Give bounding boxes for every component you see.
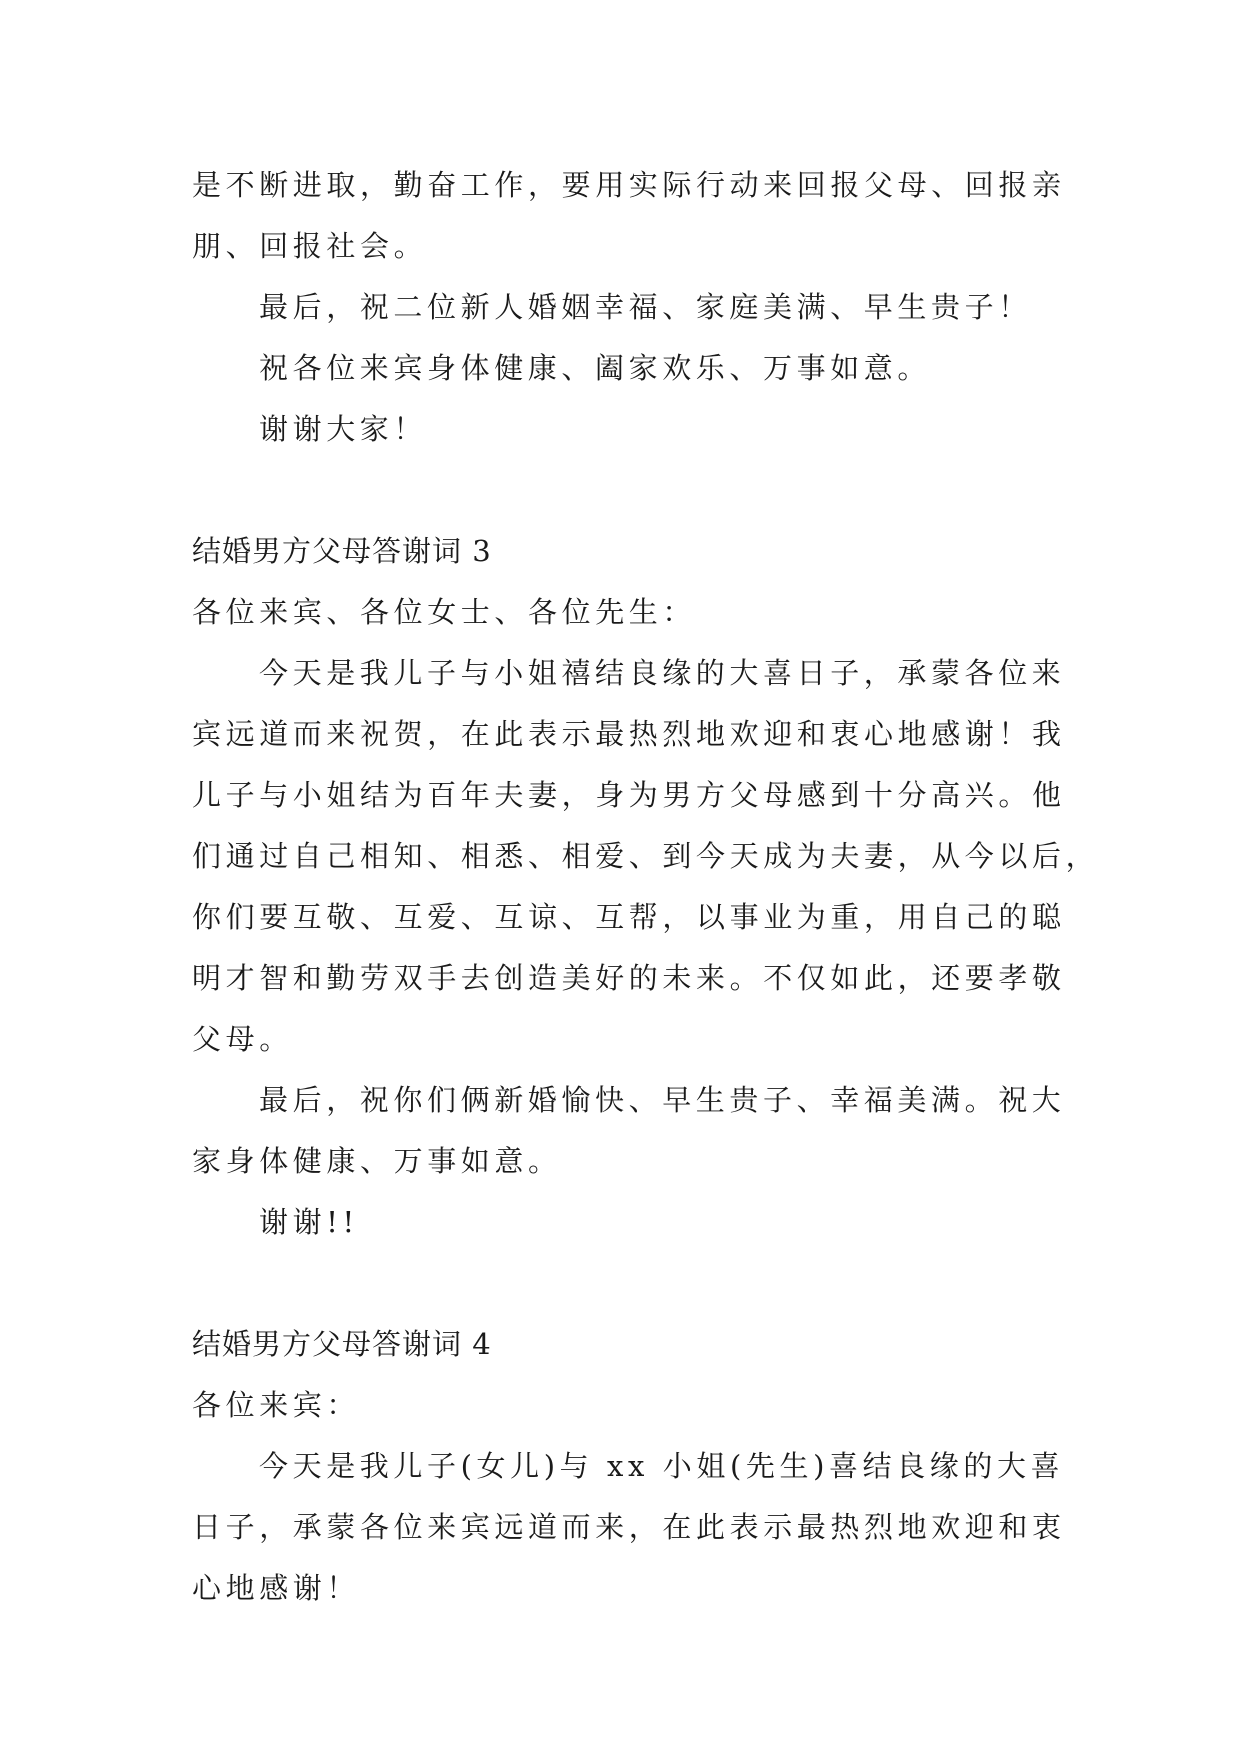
paragraph-line: 明才智和勤劳双手去创造美好的未来。不仅如此，还要孝敬	[192, 961, 1066, 995]
paragraph-line: 祝各位来宾身体健康、阖家欢乐、万事如意。	[259, 351, 932, 385]
paragraph-line: 宾远道而来祝贺，在此表示最热烈地欢迎和衷心地感谢！我	[192, 717, 1066, 751]
paragraph-line: 朋、回报社会。	[192, 229, 428, 263]
paragraph-line: 今天是我儿子与小姐禧结良缘的大喜日子，承蒙各位来	[259, 656, 1066, 690]
salutation: 各位来宾、各位女士、各位先生：	[192, 595, 697, 629]
paragraph-line: 谢谢大家！	[259, 412, 428, 446]
paragraph-line: 今天是我儿子(女儿)与 xx 小姐(先生)喜结良缘的大喜	[259, 1449, 1065, 1483]
salutation: 各位来宾：	[192, 1388, 361, 1422]
paragraph-line: 最后，祝二位新人婚姻幸福、家庭美满、早生贵子！	[259, 290, 1032, 324]
paragraph-line: 们通过自己相知、相悉、相爱、到今天成为夫妻，从今以后，	[192, 839, 1100, 873]
section-title: 结婚男方父母答谢词 4	[192, 1327, 492, 1361]
paragraph-line: 日子，承蒙各位来宾远道而来，在此表示最热烈地欢迎和衷	[192, 1510, 1066, 1544]
paragraph-line: 心地感谢！	[192, 1571, 361, 1605]
paragraph-line: 最后，祝你们俩新婚愉快、早生贵子、幸福美满。祝大	[259, 1083, 1066, 1117]
section-title: 结婚男方父母答谢词 3	[192, 534, 492, 568]
paragraph-line: 儿子与小姐结为百年夫妻，身为男方父母感到十分高兴。他	[192, 778, 1066, 812]
spacer	[192, 460, 1054, 521]
paragraph-line: 是不断进取，勤奋工作，要用实际行动来回报父母、回报亲	[192, 168, 1066, 202]
paragraph-line: 谢谢!!	[259, 1205, 359, 1239]
paragraph-line: 家身体健康、万事如意。	[192, 1144, 562, 1178]
paragraph-line: 父母。	[192, 1022, 293, 1056]
document-body	[192, 155, 1100, 1619]
paragraph-line: 你们要互敬、互爱、互谅、互帮，以事业为重，用自己的聪	[192, 900, 1066, 934]
spacer	[192, 1253, 1054, 1314]
